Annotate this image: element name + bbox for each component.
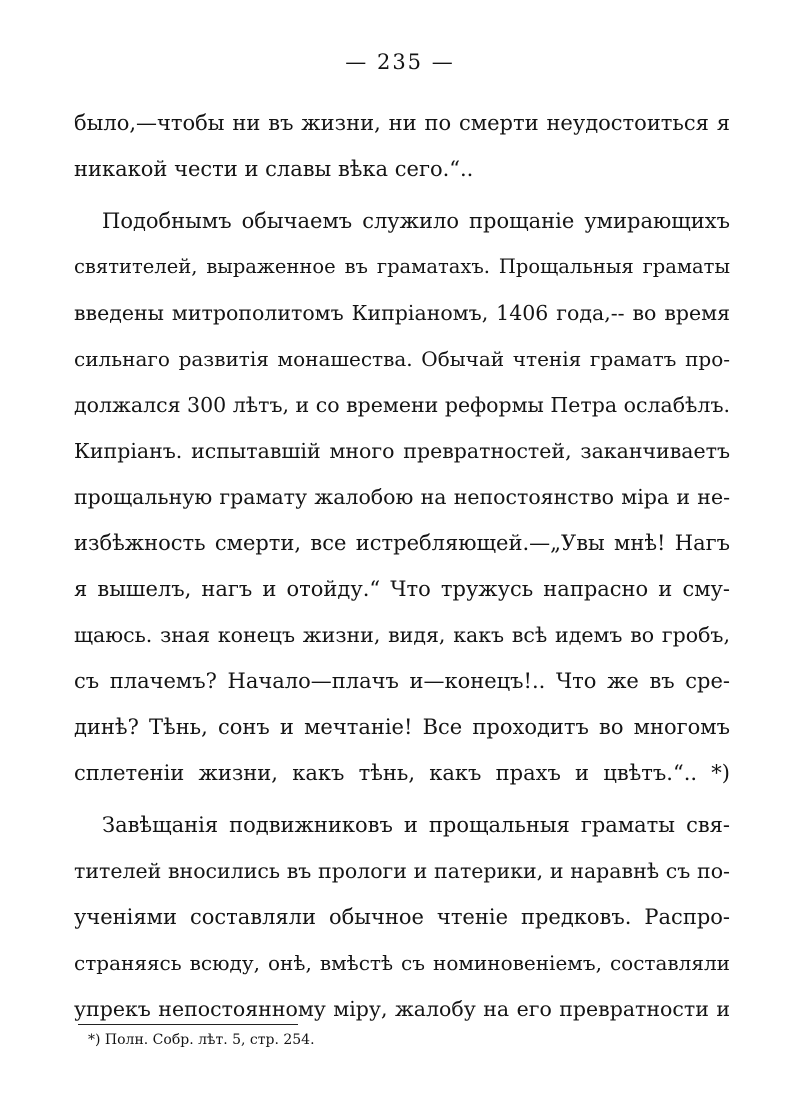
text-line: никакой чести и славы вѣка сего.“..: [74, 157, 474, 181]
text-line: прощальную грамату жалобою на непостоянство міра и не-: [74, 485, 730, 509]
text-line: щаюсь. зная конецъ жизни, видя, какъ всѣ идемъ во гробъ,: [74, 623, 730, 647]
text-line: тителей вносились въ прологи и патерики, и наравнѣ съ по-: [74, 859, 730, 883]
text-line: страняясь всюду, онѣ, вмѣстѣ съ номиновеніемъ, составляли: [74, 951, 730, 975]
text-line: сплетеніи жизни, какъ тѣнь, какъ прахъ и цвѣтъ.“.. *): [74, 761, 730, 785]
footnote: *) Полн. Собр. лѣт. 5, стр. 254.: [88, 1032, 315, 1048]
text-line: избѣжность смерти, все истребляющей.—„Увы мнѣ! Нагъ: [74, 531, 730, 555]
footnote-rule: [78, 1024, 298, 1025]
text-line: сильнаго развитія монашества. Обычай чтенія граматъ про-: [74, 347, 730, 371]
text-line: динѣ? Тѣнь, сонъ и мечтаніе! Все проходитъ во многомъ: [74, 715, 730, 739]
text-line: Кипріанъ. испытавшій много превратностей, заканчиваетъ: [74, 439, 730, 463]
page-number: — 235 —: [345, 50, 455, 74]
text-line: было,—чтобы ни въ жизни, ни по смерти неудостоиться я: [74, 111, 730, 135]
body-text: [74, 100, 730, 1032]
text-line: я вышелъ, нагъ и отойду.“ Что тружусь напрасно и сму-: [74, 577, 730, 601]
text-line: упрекъ непостоянному міру, жалобу на его превратности и: [74, 997, 730, 1021]
text-line: введены митрополитомъ Кипріаномъ, 1406 года,-- во время: [74, 301, 730, 325]
text-line: святителей, выраженное въ граматахъ. Прощальныя граматы: [74, 255, 730, 278]
paragraph-first-line: Завѣщанія подвижниковъ и прощальныя граматы свя-: [102, 813, 730, 837]
text-line: должался 300 лѣтъ, и со времени реформы Петра ослабѣлъ.: [74, 393, 730, 417]
paragraph-first-line: Подобнымъ обычаемъ служило прощаніе умирающихъ: [102, 209, 730, 233]
text-line: съ плачемъ? Начало—плачъ и—конецъ!.. Что же въ сре-: [74, 669, 730, 693]
text-line: ученіями составляли обычное чтеніе предковъ. Распро-: [74, 905, 730, 929]
